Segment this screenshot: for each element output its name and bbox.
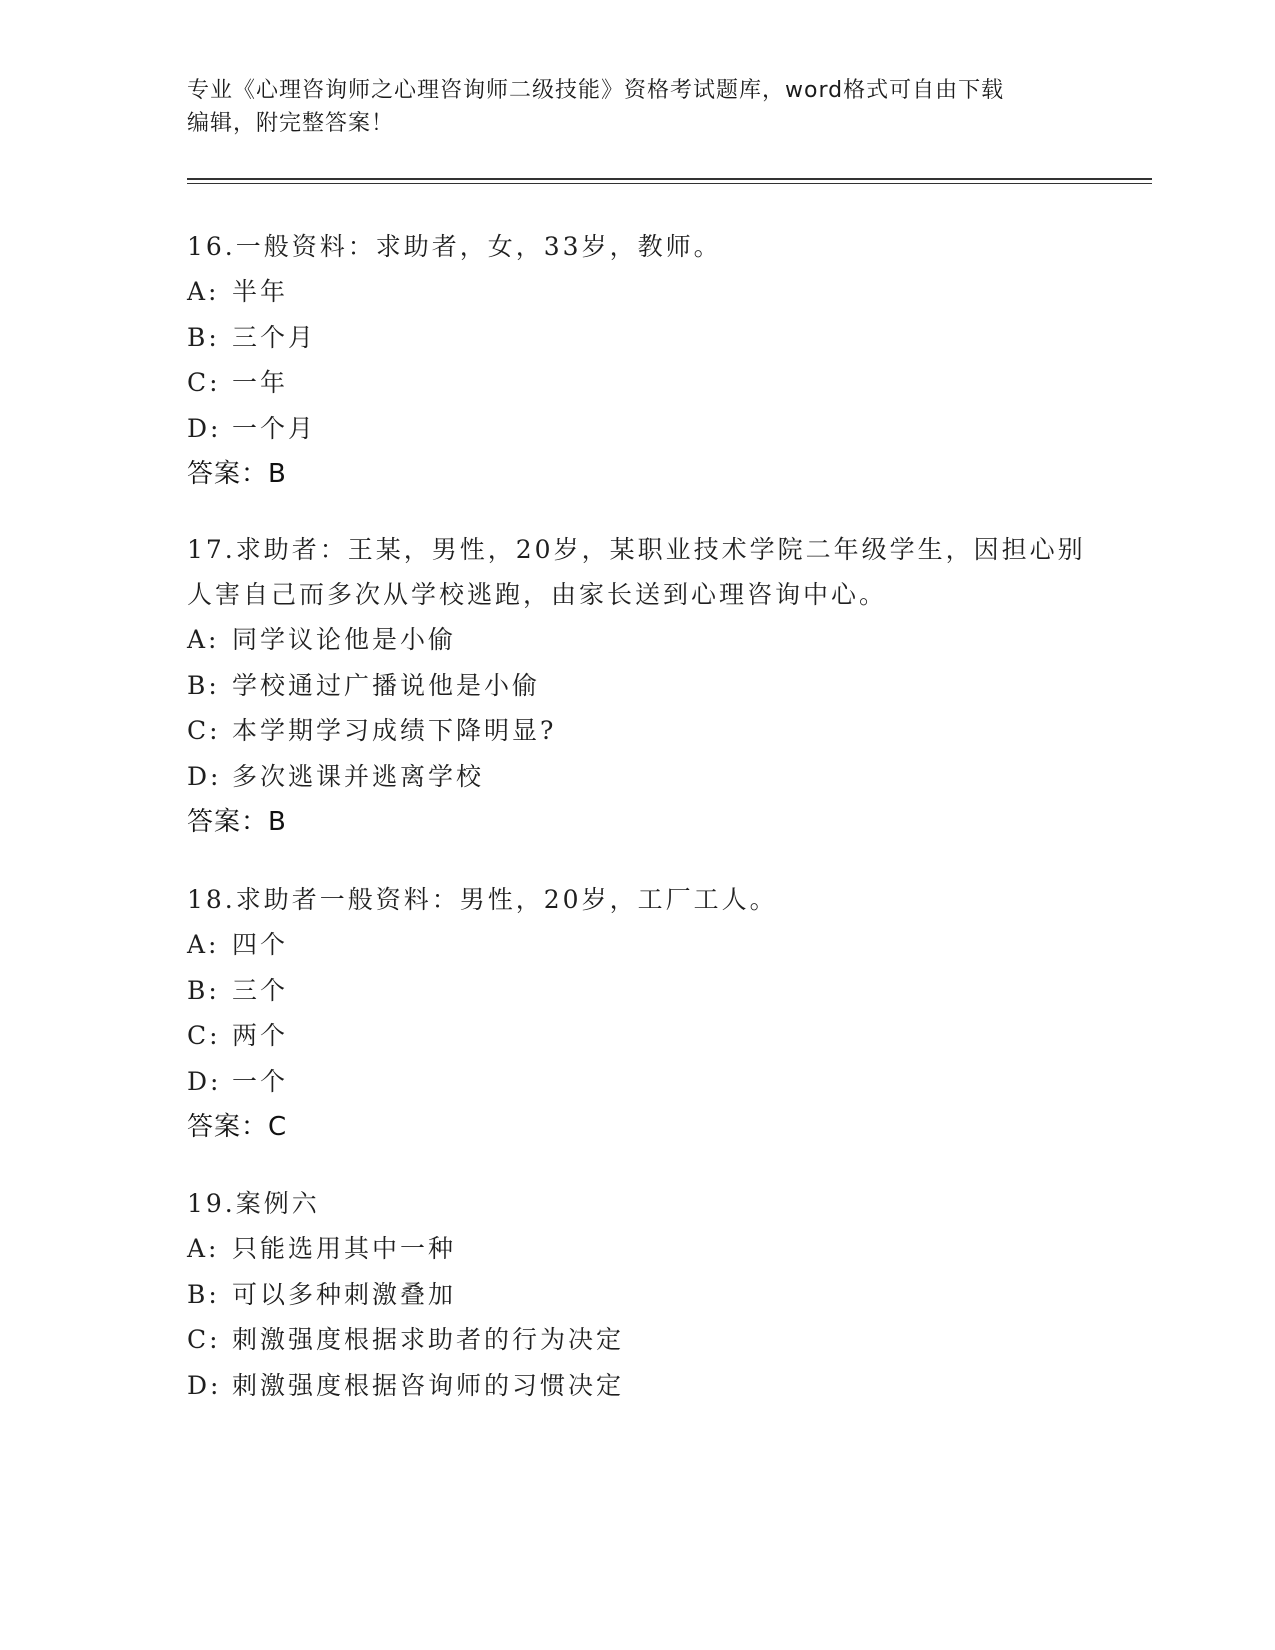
option-letter: A: [187, 930, 220, 959]
option-d [187, 754, 1087, 800]
option-letter: D: [187, 1370, 222, 1400]
question-19 [187, 1181, 1087, 1408]
option-text: 三个月 [232, 322, 317, 352]
option-text: 同学议论他是小偷 [232, 625, 457, 654]
option-text: 一年 [232, 368, 289, 397]
question-18 [187, 877, 1087, 1150]
option-d [187, 1363, 1087, 1409]
question-17 [187, 527, 1087, 845]
option-letter: C: [187, 716, 221, 745]
option-letter: C: [187, 1325, 221, 1354]
option-c [187, 360, 1087, 406]
option-letter: B: [187, 322, 220, 352]
option-text: 本学期学习成绩下降明显? [232, 716, 557, 745]
document-header [187, 74, 1087, 140]
header-line-2: 编辑，附完整答案！ [187, 111, 395, 136]
option-c [187, 708, 1087, 754]
answer-line: 答案：B [187, 459, 287, 489]
option-letter: A: [187, 625, 220, 654]
option-letter: D: [187, 1066, 222, 1096]
option-text: 学校通过广播说他是小偷 [232, 670, 541, 700]
option-a [187, 1226, 1087, 1272]
option-c [187, 1013, 1087, 1059]
option-text: 半年 [232, 277, 289, 306]
option-text: 只能选用其中一种 [232, 1234, 457, 1263]
option-text: 刺激强度根据咨询师的习惯决定 [232, 1370, 625, 1400]
header-line-1: 专业《心理咨询师之心理咨询师二级技能》资格考试题库，word格式可自由下载 [187, 78, 1005, 103]
answer-line: 答案：C [187, 1112, 288, 1142]
option-letter: B: [187, 670, 220, 700]
option-letter: C: [187, 1021, 221, 1050]
option-text: 多次逃课并逃离学校 [232, 761, 485, 791]
option-letter: B: [187, 1279, 220, 1309]
option-letter: B: [187, 975, 220, 1005]
option-a [187, 617, 1087, 663]
option-a [187, 922, 1087, 968]
question-16 [187, 224, 1087, 497]
option-b [187, 1272, 1087, 1318]
question-stem: 19.案例六 [187, 1189, 320, 1218]
option-text: 两个 [232, 1021, 289, 1050]
option-c [187, 1317, 1087, 1363]
option-b [187, 315, 1087, 361]
option-b [187, 968, 1087, 1014]
option-d [187, 1059, 1087, 1105]
option-letter: D: [187, 761, 222, 791]
option-letter: D: [187, 413, 222, 443]
option-b [187, 663, 1087, 709]
question-stem: 18.求助者一般资料：男性，20岁，工厂工人。 [187, 885, 778, 914]
header-divider-secondary [187, 183, 1152, 184]
option-letter: A: [187, 1234, 220, 1263]
answer-line: 答案：B [187, 807, 287, 837]
question-stem: 16.一般资料：求助者，女，33岁，教师。 [187, 232, 722, 261]
option-letter: C: [187, 368, 221, 397]
option-text: 三个 [232, 975, 289, 1005]
option-text: 可以多种刺激叠加 [232, 1279, 457, 1309]
option-letter: A: [187, 277, 220, 306]
option-text: 一个 [232, 1066, 289, 1096]
option-text: 刺激强度根据求助者的行为决定 [232, 1325, 625, 1354]
header-divider [187, 178, 1152, 180]
option-text: 四个 [232, 930, 289, 959]
option-a [187, 269, 1087, 315]
question-stem: 17.求助者：王某，男性，20岁，某职业技术学院二年级学生，因担心别人害自己而多次从学校逃跑，由家长送到心理咨询中心。 [187, 535, 1086, 609]
option-d [187, 406, 1087, 452]
option-text: 一个月 [232, 413, 317, 443]
